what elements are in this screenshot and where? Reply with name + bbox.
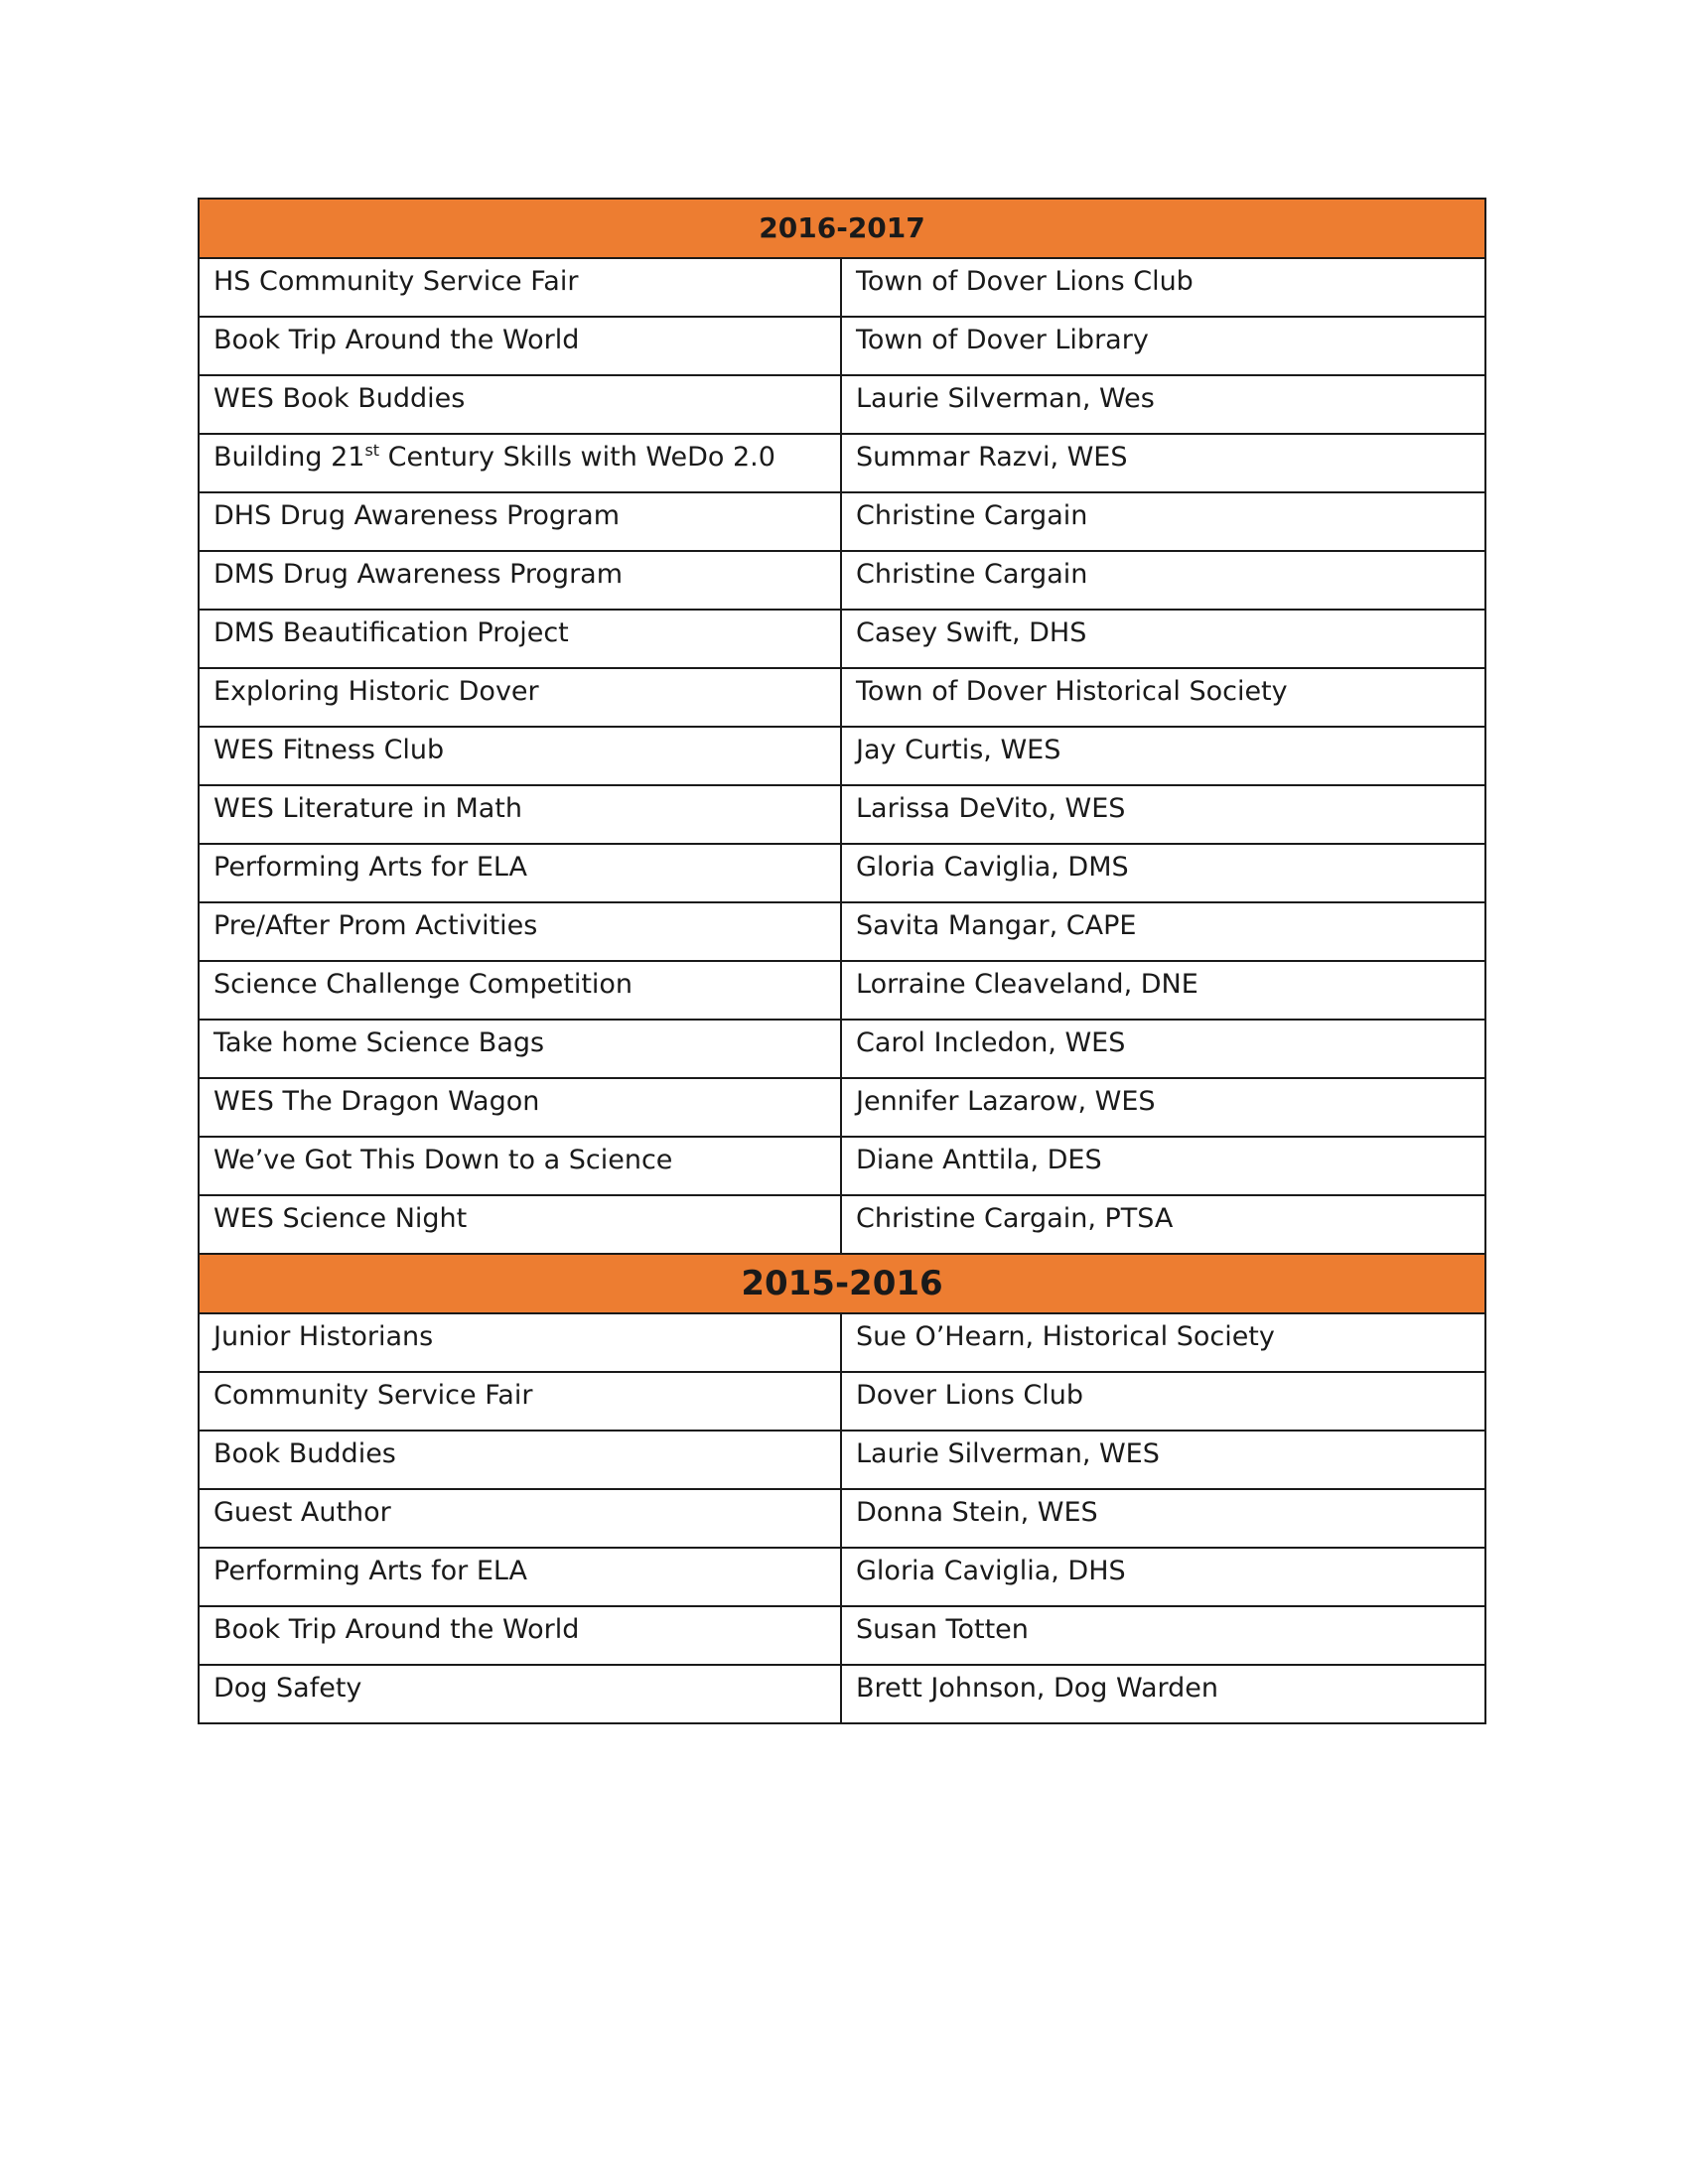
table-row	[199, 1548, 1485, 1606]
partner-cell: Savita Mangar, CAPE	[841, 902, 1485, 961]
project-cell: DHS Drug Awareness Program	[199, 492, 841, 551]
partner-cell: Christine Cargain	[841, 492, 1485, 551]
table-row	[199, 727, 1485, 785]
project-cell: Take home Science Bags	[199, 1020, 841, 1078]
partner-cell: Susan Totten	[841, 1606, 1485, 1665]
year-header: 2015-2016	[199, 1254, 1485, 1313]
partner-cell: Carol Incledon, WES	[841, 1020, 1485, 1078]
table-row	[199, 1665, 1485, 1723]
project-cell: Junior Historians	[199, 1313, 841, 1372]
project-cell: Book Trip Around the World	[199, 1606, 841, 1665]
table-row	[199, 1137, 1485, 1195]
project-cell: Community Service Fair	[199, 1372, 841, 1431]
partner-cell: Laurie Silverman, Wes	[841, 375, 1485, 434]
project-text-post: Century Skills with WeDo 2.0	[379, 442, 775, 473]
partner-cell: Dover Lions Club	[841, 1372, 1485, 1431]
partner-cell: Laurie Silverman, WES	[841, 1431, 1485, 1489]
table-row	[199, 785, 1485, 844]
project-cell: Performing Arts for ELA	[199, 1548, 841, 1606]
partner-cell: Sue O’Hearn, Historical Society	[841, 1313, 1485, 1372]
partner-cell: Larissa DeVito, WES	[841, 785, 1485, 844]
table-row	[199, 1078, 1485, 1137]
table-row	[199, 1020, 1485, 1078]
partner-cell: Jay Curtis, WES	[841, 727, 1485, 785]
partner-cell: Lorraine Cleaveland, DNE	[841, 961, 1485, 1020]
partner-cell: Town of Dover Lions Club	[841, 258, 1485, 317]
table-row	[199, 902, 1485, 961]
partner-cell: Casey Swift, DHS	[841, 610, 1485, 668]
partner-cell: Gloria Caviglia, DMS	[841, 844, 1485, 902]
year-header-row	[199, 1254, 1485, 1313]
year-header: 2016-2017	[199, 199, 1485, 258]
table-row	[199, 1606, 1485, 1665]
grants-table	[198, 198, 1486, 1724]
table-row	[199, 375, 1485, 434]
table-row	[199, 610, 1485, 668]
partner-cell: Town of Dover Library	[841, 317, 1485, 375]
table-row	[199, 1431, 1485, 1489]
project-cell: Dog Safety	[199, 1665, 841, 1723]
project-cell: WES The Dragon Wagon	[199, 1078, 841, 1137]
project-cell: Book Buddies	[199, 1431, 841, 1489]
table-row	[199, 1313, 1485, 1372]
project-cell: DMS Drug Awareness Program	[199, 551, 841, 610]
project-cell: HS Community Service Fair	[199, 258, 841, 317]
table-row	[199, 961, 1485, 1020]
project-cell: Pre/After Prom Activities	[199, 902, 841, 961]
project-text-pre: Building 21	[213, 442, 365, 473]
partner-cell: Diane Anttila, DES	[841, 1137, 1485, 1195]
partner-cell: Summar Razvi, WES	[841, 434, 1485, 492]
project-cell: WES Literature in Math	[199, 785, 841, 844]
project-cell: WES Fitness Club	[199, 727, 841, 785]
project-cell: We’ve Got This Down to a Science	[199, 1137, 841, 1195]
ordinal-suffix: st	[364, 441, 380, 460]
table-row	[199, 434, 1485, 492]
project-cell: Performing Arts for ELA	[199, 844, 841, 902]
project-cell: Book Trip Around the World	[199, 317, 841, 375]
project-cell: Science Challenge Competition	[199, 961, 841, 1020]
partner-cell: Jennifer Lazarow, WES	[841, 1078, 1485, 1137]
table-row	[199, 258, 1485, 317]
partner-cell: Christine Cargain, PTSA	[841, 1195, 1485, 1254]
partner-cell: Christine Cargain	[841, 551, 1485, 610]
partner-cell: Town of Dover Historical Society	[841, 668, 1485, 727]
partner-cell: Donna Stein, WES	[841, 1489, 1485, 1548]
table-row	[199, 492, 1485, 551]
table-row	[199, 1489, 1485, 1548]
table-row	[199, 317, 1485, 375]
project-cell: Guest Author	[199, 1489, 841, 1548]
project-cell: DMS Beautification Project	[199, 610, 841, 668]
project-cell	[199, 434, 841, 492]
project-cell: WES Book Buddies	[199, 375, 841, 434]
year-header-row	[199, 199, 1485, 258]
partner-cell: Gloria Caviglia, DHS	[841, 1548, 1485, 1606]
table-row	[199, 551, 1485, 610]
table-row	[199, 1195, 1485, 1254]
partner-cell: Brett Johnson, Dog Warden	[841, 1665, 1485, 1723]
project-cell: WES Science Night	[199, 1195, 841, 1254]
project-cell: Exploring Historic Dover	[199, 668, 841, 727]
table-row	[199, 1372, 1485, 1431]
table-row	[199, 668, 1485, 727]
table-row	[199, 844, 1485, 902]
